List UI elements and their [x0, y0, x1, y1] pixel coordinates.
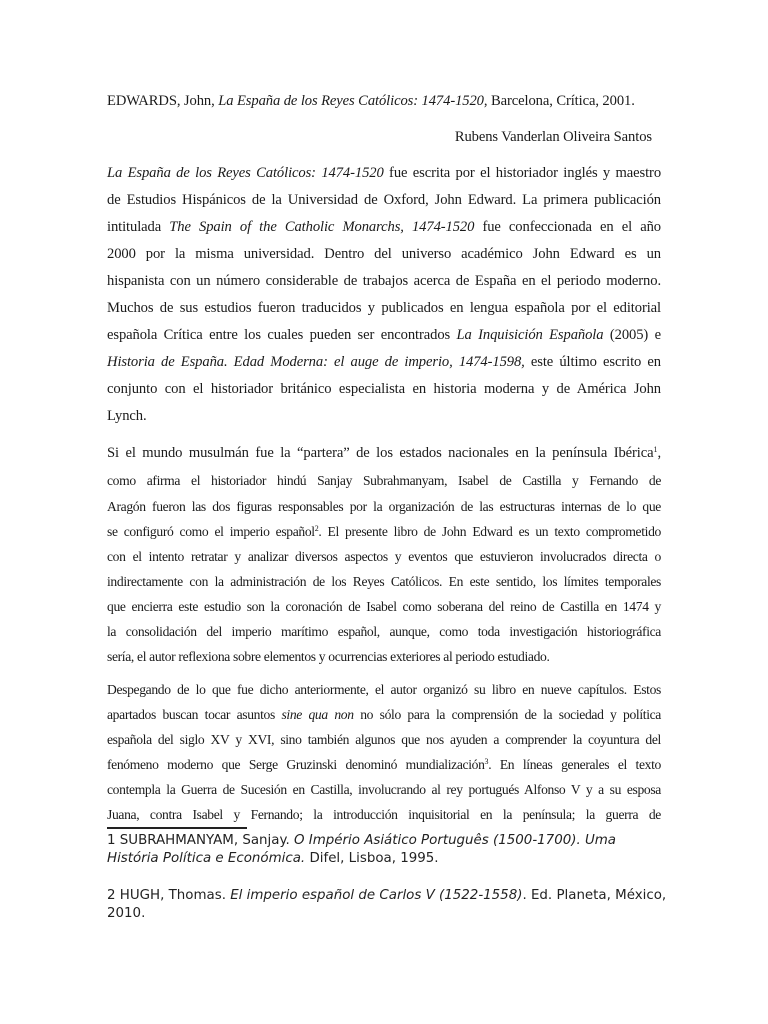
p2-line-2: como afirma el historiador hindú Sanjay Subrahmanyam, Isabel de Castilla y Fernando de	[107, 473, 661, 488]
italic-title: Historia de España. Edad Moderna: el auge de imperio, 1474-1598,	[107, 354, 525, 370]
footnote-1	[107, 832, 667, 868]
footnote-1-publisher: Difel, Lisboa, 1995.	[305, 851, 439, 866]
line-text: fue confeccionada en el año	[474, 219, 661, 235]
p2-line-6: indirectamente con la administración de los Reyes Católicos. En este sentido, los límites temporales	[107, 574, 661, 589]
footnote-2-publisher: . Ed. Planeta, México, 2010.	[107, 888, 667, 921]
footnote-ref-2: 2	[314, 524, 319, 533]
p1-line-6	[107, 300, 661, 317]
line-text: Lynch.	[107, 408, 147, 424]
p1-line-4	[107, 246, 661, 263]
p3-line-3: española del siglo XV y XVI, sino también algunos que nos ayuden a comprender la coyuntura del	[107, 732, 661, 747]
italic-title: The Spain of the Catholic Monarchs, 1474-1520	[169, 219, 475, 235]
p3-line-2-start: apartados buscan tocar asuntos	[107, 707, 282, 722]
italic-title: La Inquisición Española	[456, 327, 604, 343]
p1-line-3	[107, 219, 661, 236]
p3-line-4-end: . En líneas generales el texto	[488, 757, 661, 772]
citation-line	[107, 93, 661, 110]
citation-author: EDWARDS, John,	[107, 93, 215, 109]
line-text: 2000 por la misma universidad. Dentro del universo académico John Edward es un	[107, 246, 661, 262]
p1-line-8	[107, 354, 661, 371]
footnote-2-title: El imperio español de Carlos V (1522-1558)	[230, 888, 523, 903]
p3-line-1: Despegando de lo que fue dicho anteriormente, el autor organizó su libro en nueve capítulos. Estos	[107, 682, 661, 697]
p3-line-5: contempla la Guerra de Sucesión en Castilla, involucrando al rey portugués Alfonso V y a su esposa	[107, 782, 661, 797]
latin-phrase: sine qua non	[281, 707, 354, 722]
citation-publication: , Barcelona, Crítica, 2001.	[483, 93, 635, 109]
footnote-2	[107, 887, 667, 923]
p2-line-5: con el intento retratar y analizar diversos aspectos y eventos que estuvieron involucrados directa o	[107, 549, 661, 564]
footnote-ref-1: 1	[653, 445, 658, 454]
footnote-1-title: O Império Asiático Português (1500-1700). Uma História Política e Económica.	[107, 833, 617, 866]
italic-title: La España de los Reyes Católicos: 1474-1520	[107, 165, 384, 181]
p2-line-4-end: . El presente libro de John Edward es un texto comprometido	[318, 524, 661, 539]
p2-line-7: que encierra este estudio son la coronación de Isabel como soberana del reino de Castilla en 1474 y	[107, 599, 661, 614]
p2-line-1-text: Si el mundo musulmán fue la “partera” de los estados nacionales en la península Ibérica	[107, 445, 654, 461]
p3-line-4-text: fenómeno moderno que Serge Gruzinski denominó mundialización	[107, 757, 485, 772]
line-text: de Estudios Hispánicos de la Universidad de Oxford, John Edward. La primera publicación	[107, 192, 661, 208]
citation-title: La España de los Reyes Católicos: 1474-1520	[218, 93, 484, 109]
line-text: hispanista con un número considerable de trabajos acerca de España en el periodo moderno.	[107, 273, 661, 289]
line-text: este último escrito en	[524, 354, 661, 370]
p1-line-10	[107, 408, 661, 425]
p1-line-9	[107, 381, 661, 398]
p1-line-2	[107, 192, 661, 209]
p2-line-9: sería, el autor reflexiona sobre elementos y ocurrencias exteriores al periodo estudiado.	[107, 649, 550, 664]
p1-line-7	[107, 327, 661, 344]
p3-line-6: Juana, contra Isabel y Fernando; la introducción inquisitorial en la península; la guerra de	[107, 807, 661, 822]
footnote-ref-3: 3	[484, 757, 489, 766]
line-text: Muchos de sus estudios fueron traducidos y publicados en lengua española por el editorial	[107, 300, 661, 316]
footnote-separator	[107, 827, 247, 829]
line-text: intitulada	[107, 219, 170, 235]
p2-line-8: la consolidación del imperio marítimo español, aunque, como toda investigación historiográfica	[107, 624, 661, 639]
p2-line-3: Aragón fueron las dos figuras responsables por la organización de las estructuras internas de lo que	[107, 499, 661, 514]
p2-line-1-end: ,	[657, 445, 661, 461]
footnote-1-author: 1 SUBRAHMANYAM, Sanjay.	[107, 833, 294, 848]
line-text: española Crítica entre los cuales pueden ser encontrados	[107, 327, 457, 343]
p3-line-2-end: no sólo para la comprensión de la sociedad y política	[353, 707, 661, 722]
p2-line-4-text: se configuró como el imperio español	[107, 524, 315, 539]
line-text: fue escrita por el historiador inglés y maestro	[383, 165, 662, 181]
p3-line-2	[107, 707, 661, 723]
p1-line-1	[107, 165, 661, 182]
footnote-2-author: 2 HUGH, Thomas.	[107, 888, 231, 903]
p2-line-4	[107, 524, 661, 540]
line-text: (2005) e	[603, 327, 661, 343]
p1-line-5	[107, 273, 661, 290]
reviewer-name: Rubens Vanderlan Oliveira Santos	[454, 129, 652, 145]
line-text: conjunto con el historiador británico especialista en historia moderna y de América John	[107, 381, 661, 397]
p3-line-4	[107, 757, 661, 773]
p2-line-1	[107, 445, 661, 462]
